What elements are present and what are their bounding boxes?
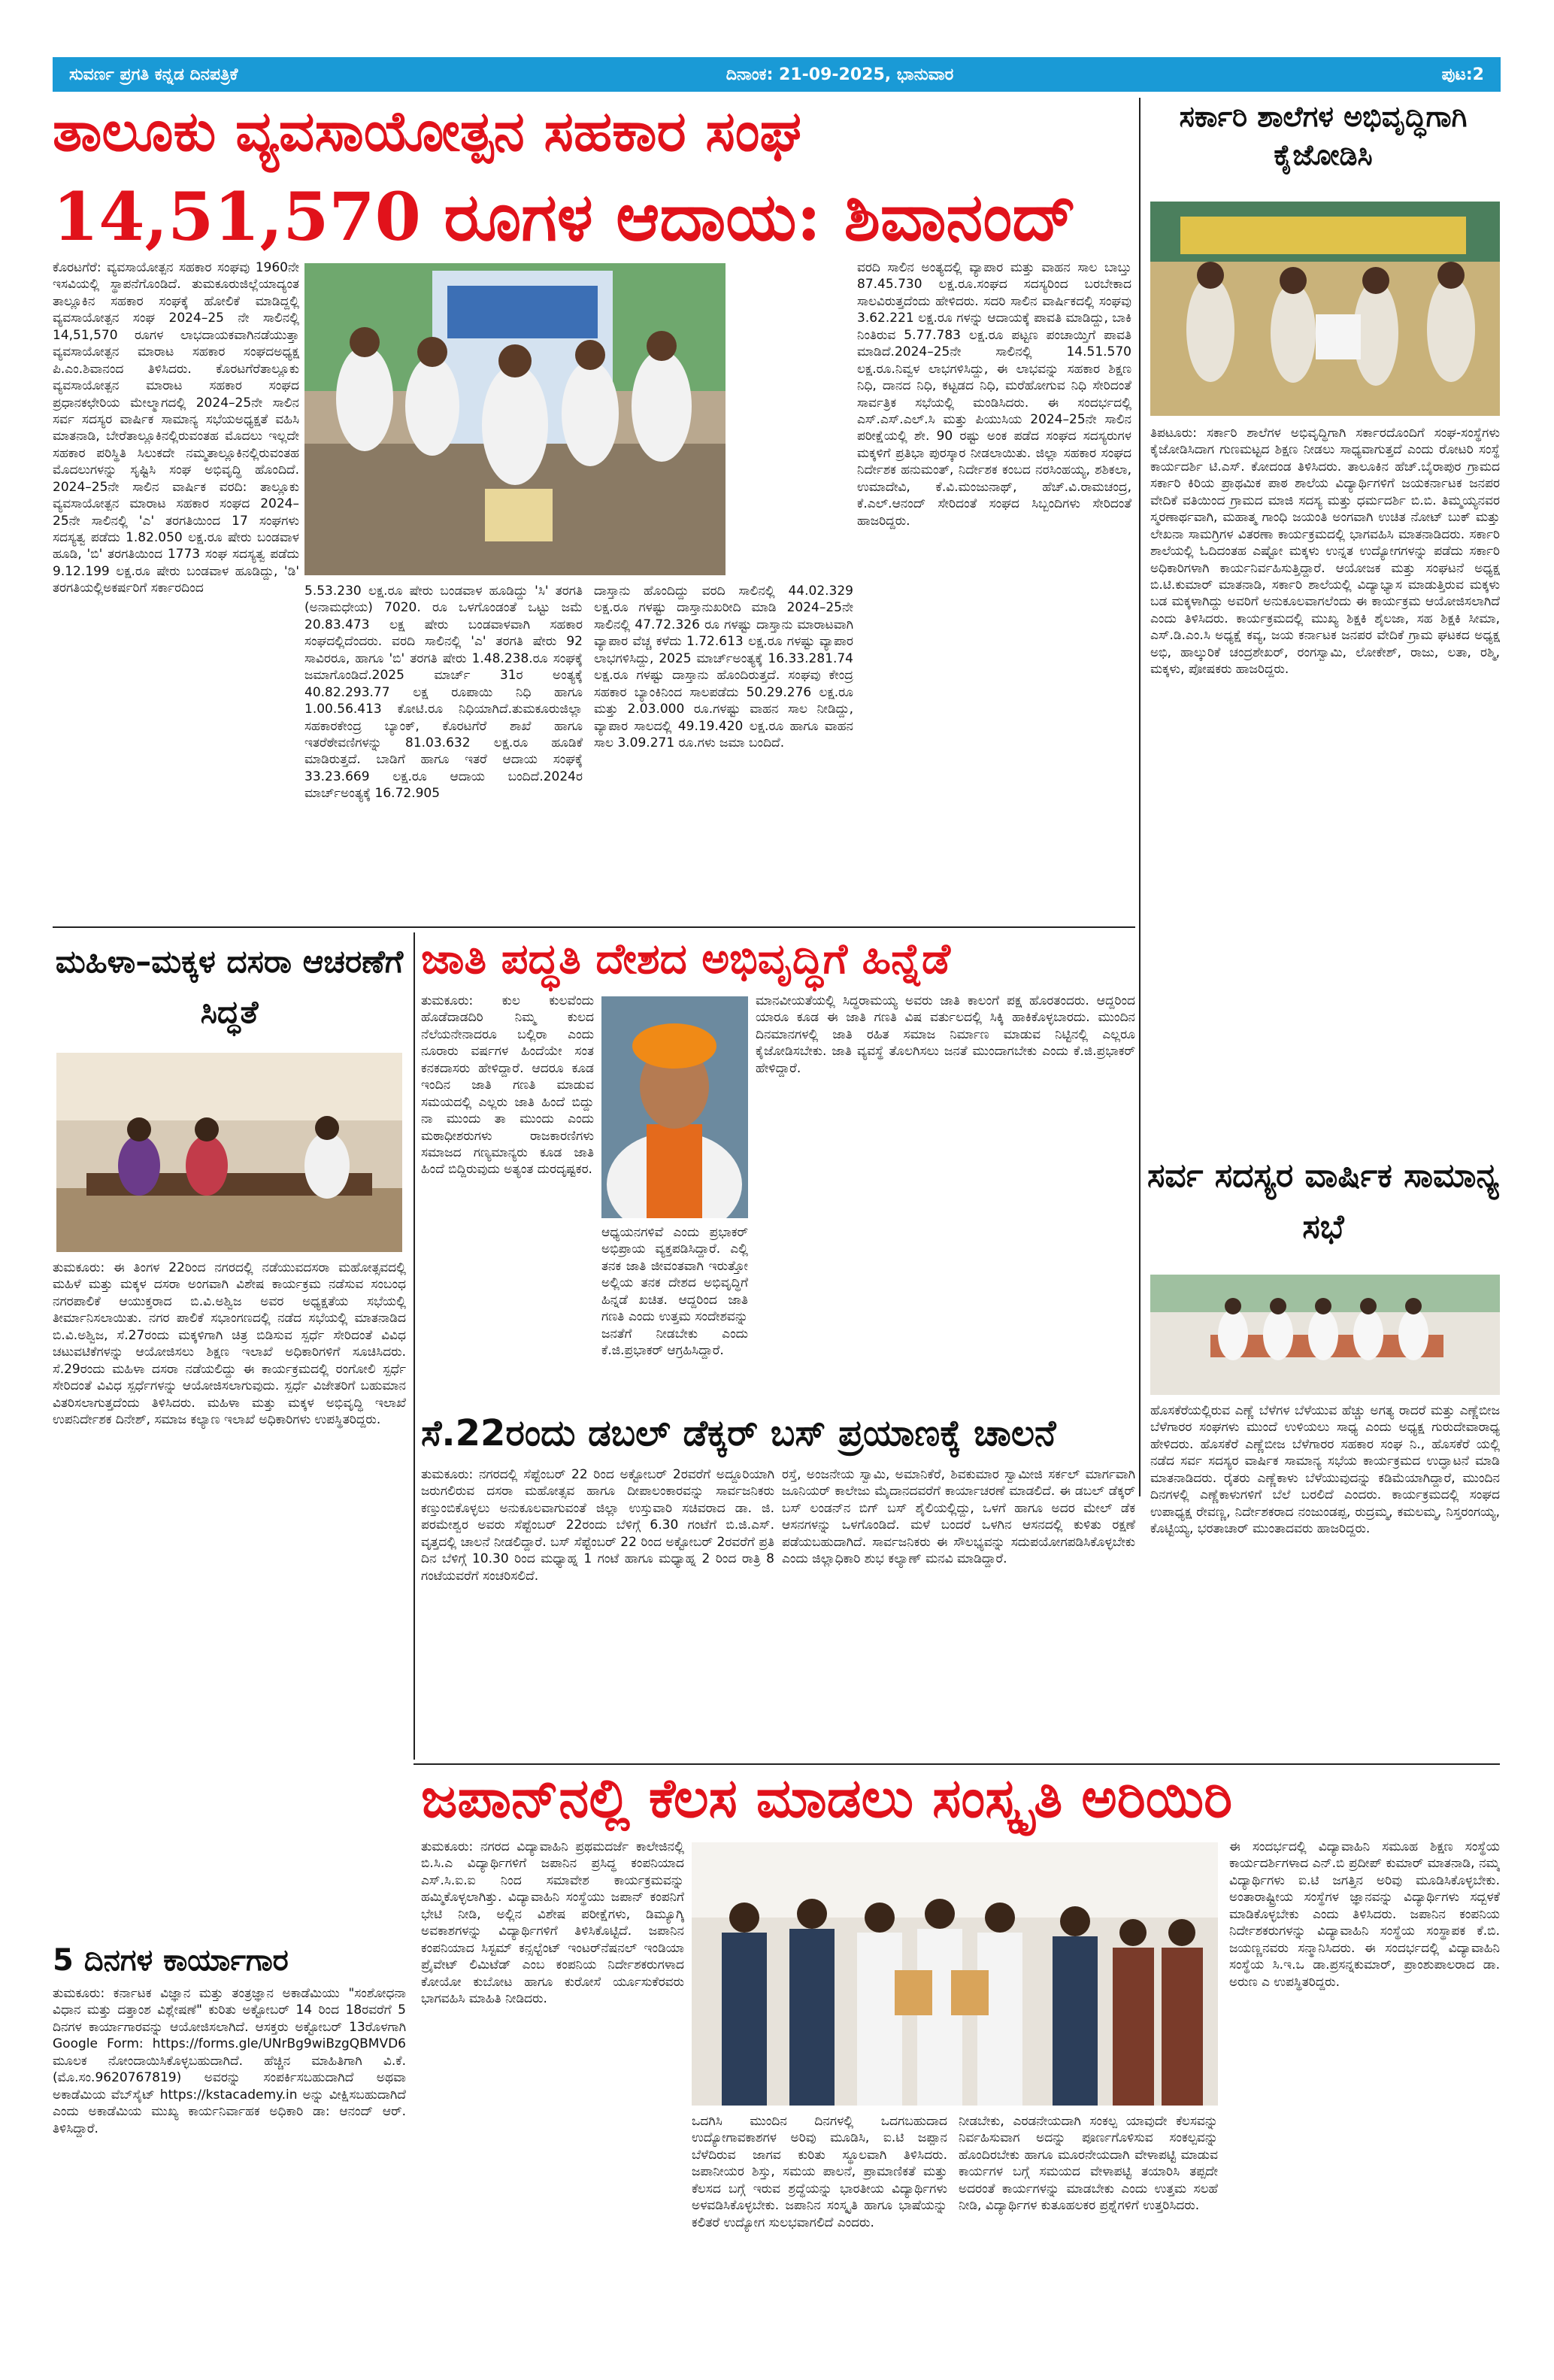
workshop-headline: 5 ದಿನಗಳ ಕಾರ್ಯಾಗಾರ: [53, 1943, 289, 1978]
dasara-body: ತುಮಕೂರು: ಈ ತಿಂಗಳ 22ರಿಂದ ನಗರದಲ್ಲಿ ನಡೆಯುವದಸರಾ ಮಹೋತ್ಸವದಲ್ಲಿ ಮಹಿಳೆ ಮತ್ತು ಮಕ್ಕಳ ದಸರಾ ಅಂಗವಾಗಿ ವಿಶೇಷ ಕಾರ್ಯಕ್ರಮ ನಡೆಸುವ ಸಂಬಂಧ ನಗರಪಾಲಿಕೆ ಆಯುಕ್ತರಾದ ಬಿ.ವಿ.ಅಶ್ವಿಜ ಅವರ ಅಧ್ಯಕ್ಷತೆಯ ಸಭೆಯಲ್ಲಿ ತೀರ್ಮಾನಿಸಲಾಯಿತು. ನಗರ ಪಾಲಿಕೆ ಸಭಾಂಗಣದಲ್ಲಿ ನಡೆದ ಸಭೆಯಲ್ಲಿ ಮಾತನಾಡಿದ ಬಿ.ವಿ.ಅಶ್ವಿಜ, ಸೆ.27ರಂದು ಮಕ್ಕಳಿಗಾಗಿ ಚಿತ್ರ ಬಿಡಿಸುವ ಸ್ಪರ್ಧೆ ಸೇರಿದಂತೆ ವಿವಿಧ ಚಟುವಟಿಕೆಗಳನ್ನು ಆಯೋಜಿಸಲು ಶಿಕ್ಷಣ ಇಲಾಖೆ ಅಧಿಕಾರಿಗಳಿಗೆ ಸೂಚಿಸಿದರು. ಸೆ.29ರಂದು ಮಹಿಳಾ ದಸರಾ ನಡೆಯಲಿದ್ದು ಈ ಕಾರ್ಯಕ್ರಮದಲ್ಲಿ ರಂಗೋಲಿ ಸ್ಪರ್ಧೆ ಸೇರಿದಂತೆ ವಿವಿಧ ಸ್ಪರ್ಧೆಗಳನ್ನು ಆಯೋಜಿಸಲಾಗುವುದು. ಸ್ಪರ್ಧೆ ವಿಜೇತರಿಗೆ ಬಹುಮಾನ ವಿತರಿಸಲಾಗುತ್ತದೆಂದು ತಿಳಿಸಿದರು. ಮಹಿಳಾ ಮತ್ತು ಮಕ್ಕಳ ಅಭಿವೃದ್ಧಿ ಇಲಾಖೆ ಉಪನಿರ್ದೇಶಕ ದಿನೇಶ್, ಸಮಾಜ ಕಲ್ಯಾಣ ಇಲಾಖೆ ಅಧಿಕಾರಿಗಳು ಉಪಸ್ಥಿತರಿದ್ದರು.: [53, 1260, 406, 1427]
japan-column-3: ನೀಡಬೇಕು, ಎರಡನೇಯದಾಗಿ ಸಂಕಲ್ಪ ಯಾವುದೇ ಕೆಲಸವನ್ನು ನಿರ್ವಹಿಸುವಾಗ ಅದನ್ನು ಪೂರ್ಣಗೊಳಿಸುವ ಸಂಕಲ್ಪವನ್ನು ಹೊಂದಿರಬೇಕು ಹಾಗೂ ಮೂರನೇಯದಾಗಿ ವೇಳಾಪಟ್ಟಿ ಮಾಡುವ ಕಾರ್ಯಗಳ ಬಗ್ಗೆ ಸಮಯದ ವೇಳಾಪಟ್ಟಿ ತಯಾರಿಸಿ ತಪ್ಪದೇ ಅದರಂತೆ ಕಾರ್ಯಗಳನ್ನು ಮಾಡಬೇಕು ಎಂದು ಉತ್ತಮ ಸಲಹೆ ನೀಡಿ, ವಿದ್ಯಾರ್ಥಿಗಳ ಕುತೂಹಲಕರ ಪ್ರಶ್ನೆಗಳಿಗೆ ಉತ್ತರಿಸಿದರು.: [959, 2114, 1218, 2214]
school-headline: ಸರ್ಕಾರಿ ಶಾಲೆಗಳ ಅಭಿವೃದ್ಧಿಗಾಗಿ ಕೈಜೋಡಿಸಿ: [1179, 100, 1468, 172]
japan-column-1: ತುಮಕೂರು: ನಗರದ ವಿದ್ಯಾವಾಹಿನಿ ಪ್ರಥಮದರ್ಜೆ ಕಾಲೇಜಿನಲ್ಲಿ ಬಿ.ಸಿ.ಎ ವಿದ್ಯಾರ್ಥಿಗಳಿಗೆ ಜಪಾನಿನ ಪ್ರಸಿದ್ಧ ಕಂಪನಿಯಾದ ಎಸ್.ಸಿ.ಐ.ಐ ನಿಂದ ಸಮಾವೇಶ ಕಾರ್ಯಕ್ರಮವನ್ನು ಹಮ್ಮಿಕೊಳ್ಳಲಾಗಿತ್ತು. ವಿದ್ಯಾವಾಹಿನಿ ಸಂಸ್ಥೆಯು ಜಪಾನ್ ಕಂಪನಿಗೆ ಭೇಟಿ ನೀಡಿ, ಅಲ್ಲಿನ ವಿಶೇಷ ಪರೀಕ್ಷೆಗಳು, ಡಿಮ್ಯೂಗ್ಕಿ ಅವಕಾಶಗಳನ್ನು ವಿದ್ಯಾರ್ಥಿಗಳಿಗೆ ತಿಳಿಸಿಕೊಟ್ಟಿದೆ. ಜಪಾನಿನ ಕಂಪನಿಯಾದ ಸಿಸ್ಟಮ್ ಕನ್ಸಲ್ಟೆಂಟ್ ಇಂಟರ್‌ನೆಷನಲ್ ಇಂಡಿಯಾ ಪ್ರೈವೇಟ್ ಲಿಮಿಟೆಡ್ ಎಂಬ ಕಂಪನಿಯ ನಿರ್ದೇಶಕರುಗಳಾದ ಕೋಯೋ ಕುಬೋಟ ಹಾಗೂ ಕುರೋಸೆ ರ್ಯೂಸುಕೆರವರು ಭಾಗವಹಿಸಿ ಮಾಹಿತಿ ನೀಡಿದರು.: [421, 1839, 684, 2006]
japan-column-2: ಒದಗಿಸಿ ಮುಂದಿನ ದಿನಗಳಲ್ಲಿ ಒದಗಬಹುದಾದ ಉದ್ಯೋಗಾವಕಾಶಗಳ ಅರಿವು ಮೂಡಿಸಿ, ಐ.ಟಿ ಜಪ್ಪಾನ ಬೆಳೆದಿರುವ ಜಾಗವ ಕುರಿತು ಸ್ಥೂಲವಾಗಿ ತಿಳಿಸಿದರು. ಜಪಾನೀಯರ ಶಿಸ್ತು, ಸಮಯ ಪಾಲನೆ, ಪ್ರಾಮಾಣಿಕತೆ ಮತ್ತು ಕೆಲಸದ ಬಗ್ಗೆ ಇರುವ ಶ್ರದ್ಧೆಯನ್ನು ಭಾರತೀಯ ವಿದ್ಯಾರ್ಥಿಗಳು ಅಳವಡಿಸಿಕೊಳ್ಳಬೇಕು. ಜಪಾನಿನ ಸಂಸ್ಕೃತಿ ಹಾಗೂ ಭಾಷೆಯನ್ನು ಕಲಿತರೆ ಉದ್ಯೋಗ ಸುಲಭವಾಗಲಿದೆ ಎಂದರು.: [692, 2114, 947, 2230]
lead-column-1: ಕೊರಟಗೆರೆ: ವ್ಯವಸಾಯೋತ್ಪನ ಸಹಕಾರ ಸಂಘವು 1960ನೇ ಇಸವಿಯಲ್ಲಿ ಸ್ಥಾಪನೆಗೊಂಡಿದೆ. ತುಮಕೂರುಜಿಲ್ಲೆಯಾದ್ಯಂತ ತಾಲ್ಲೂಕಿನ ಸಹಕಾರ ಸಂಘಕ್ಕೆ ಹೋಲಿಕೆ ಮಾಡಿದ್ದಲ್ಲಿ ವ್ಯವಸಾಯೋತ್ಪನ ಸಂಘ 2024–25 ನೇ ಸಾಲಿನಲ್ಲಿ 14,51,570 ರೂಗಳ ಲಾಭದಾಯಕವಾಗಿನಡೆಯುತ್ತಾ ವ್ಯವಸಾಯೋತ್ಪನ ಮಾರಾಟ ಸಹಕಾರ ಸಂಘದಅಧ್ಯಕ್ಷ ಪಿ.ಎಂ.ಶಿವಾನಂದ ತಿಳಿಸಿದರು. ಕೊರಟಗೆರೆತಾಲ್ಲೂಕು ವ್ಯವಸಾಯೋತ್ಪನ ಮಾರಾಟ ಸಹಕಾರ ಸಂಘದ ಪ್ರಧಾನಕಛೇರಿಯ ಮೇಲ್ಮಾಗದಲ್ಲಿ 2024–25ನೇ ಸಾಲಿನ ಸರ್ವ ಸದಸ್ಯರ ವಾರ್ಷಿಕ ಸಾಮಾನ್ಯ ಸಭೆಯಅಧ್ಯಕ್ಷತೆ ವಹಿಸಿ ಮಾತನಾಡಿ, ಬೇರೆತಾಲ್ಲೂಕಿನಲ್ಲಿರುವಂತಹ ಮೊದಲು ಇಲ್ಲದೇ ಸಹಕಾರ ಪರಿಸ್ಥಿತಿ ಸಿಲುಕದೇ ನಮ್ಮತಾಲ್ಲೂಕಿನಲ್ಲಿರುವಂತಹ ಮೊದಲುಗಳನ್ನು ಸೃಷ್ಟಿಸಿ ಸಂಘ ಅಭಿವೃದ್ಧಿ ಹೊಂದಿದೆ. 2024–25ನೇ ಸಾಲಿನ ವಾರ್ಷಿಕ ವರದಿ: ತಾಲ್ಲೂಕು ವ್ಯವಸಾಯೋತ್ಪನ ಮಾರಾಟ ಸಹಕಾರ ಸಂಘದ 2024–25ನೇ ಸಾಲಿನಲ್ಲಿ 'ಎ' ತರಗತಿಯಿಂದ 17 ಸಂಘಗಳು ಸದಸ್ಯತ್ವ ಪಡೆದು 1.82.050 ಲಕ್ಷ.ರೂ ಷೇರು ಬಂಡವಾಳ ಹೂಡಿ, 'ಬಿ' ತರಗತಿಯಿಂದ 1773 ಸಂಘ ಸದಸ್ಯತ್ವ ಪಡೆದು 9.12.199 ಲಕ್ಷ.ರೂ ಷೇರು ಬಂಡವಾಳ ಹೂಡಿದ್ದು, 'ಡಿ' ತರಗತಿಯಲ್ಲಿಅಕರ್ಷರಿಗೆ ಸರ್ಕಾರದಿಂದ: [53, 260, 299, 596]
workshop-body: ತುಮಕೂರು: ಕರ್ನಾಟಕ ವಿಜ್ಞಾನ ಮತ್ತು ತಂತ್ರಜ್ಞಾನ ಅಕಾಡೆಮಿಯು "ಸಂಶೋಧನಾ ವಿಧಾನ ಮತ್ತು ದತ್ತಾಂಶ ವಿಶ್ಲೇಷಣೆ" ಕುರಿತು ಅಕ್ಟೋಬರ್ 14 ರಿಂದ 18ರವರೆಗೆ 5 ದಿನಗಳ ಕಾರ್ಯಾಗಾರವನ್ನು ಆಯೋಜಿಸಲಾಗಿದೆ. ಆಸಕ್ತರು ಅಕ್ಟೋಬರ್ 13ರೊಳಗಾಗಿ Google Form: https://forms.gle/UNrBg9wiBzgQBMVD6 ಮೂಲಕ ನೋಂದಾಯಿಸಿಕೊಳ್ಳಬಹುದಾಗಿದೆ. ಹೆಚ್ಚಿನ ಮಾಹಿತಿಗಾಗಿ ವಿ.ಕೆ.(ಮೊ.ಸಂ.9620767819) ಅವರನ್ನು ಸಂಪರ್ಕಿಸಬಹುದಾಗಿದೆ ಅಥವಾ ಅಕಾಡೆಮಿಯ ವೆಬ್‌ಸೈಟ್ https://kstacademy.in ಅನ್ನು ವೀಕ್ಷಿಸಬಹುದಾಗಿದೆ ಎಂದು ಅಕಾಡೆಮಿಯ ಮುಖ್ಯ ಕಾರ್ಯನಿರ್ವಾಹಕ ಅಧಿಕಾರಿ ಡಾ: ಆನಂದ್ ಆರ್. ತಿಳಿಸಿದ್ದಾರೆ.: [53, 1986, 406, 2136]
section-divider-2: [413, 1763, 1500, 1765]
page-number: ಪುಟ:2: [1441, 65, 1484, 84]
agm-photo: [1150, 1275, 1500, 1395]
bus-column-2: ರಸ್ತೆ, ಅಂಜನೇಯ ಸ್ವಾಮಿ, ಅಮಾನಿಕೆರೆ, ಶಿವಕುಮಾರ ಸ್ವಾಮೀಜಿ ಸರ್ಕಲ್ ಮಾರ್ಗವಾಗಿ ಜೂನಿಯರ್ ಕಾಲೇಜು ಮೈದಾನದವರೆಗೆ ಕಾರ್ಯಾಚರಣೆ ಮಾಡಲಿದೆ. ಈ ಡಬಲ್ ಡೆಕ್ಕರ್ ಬಸ್ ಲಂಡನ್‌ನ ಬಿಗ್ ಬಸ್ ಶೈಲಿಯಲ್ಲಿದ್ದು, ಒಳಗೆ ಹಾಗೂ ಅದರ ಮೇಲ್ ಡೆಕ ಆಸನಗಳನ್ನು ಒಳಗೊಂಡಿದೆ. ಮಳೆ ಬಂದರೆ ಒಳಗಿನ ಆಸನದಲ್ಲಿ ಕುಳಿತು ರಕ್ಷಣೆ ಪಡೆಯಬಹುದಾಗಿದೆ. ಸಾರ್ವಜನಿಕರು ಈ ಸೌಲಭ್ಯವನ್ನು ಸದುಪಯೋಗಪಡಿಸಿಕೊಳ್ಳಬೇಕು ಎಂದು ಜಿಲ್ಲಾಧಿಕಾರಿ ಶುಭ ಕಲ್ಯಾಣ್ ಮನವಿ ಮಾಡಿದ್ದಾರೆ.: [782, 1467, 1135, 1567]
school-photo: [1150, 202, 1500, 416]
agm-body: ಹೊಸಕೆರೆಯಲ್ಲಿರುವ ಎಣ್ಣೆ ಬೆಳೆಗಳ ಬೆಳೆಯುವ ಹೆಚ್ಚು ಅಗತ್ಯ ರಾದರೆ ಮತ್ತು ಎಣ್ಣೆಬೀಜ ಬೆಳೆಗಾರರ ಸಂಘಗಳು ಮುಂದೆ ಉಳಿಯಲು ಸಾಧ್ಯ ಎಂದು ಅಧ್ಯಕ್ಷ ಗುರುದೇವಾರಾಧ್ಯ ಹೇಳಿದರು. ಹೊಸಕೆರೆ ಎಣ್ಣೆಬೀಜ ಬೆಳೆಗಾರರ ಸಹಕಾರ ಸಂಘ ನಿ., ಹೊಸಕೆರೆ ಯಲ್ಲಿ ನಡೆದ ಸರ್ವ ಸದಸ್ಯರ ವಾರ್ಷಿಕ ಸಾಮಾನ್ಯ ಸಭೆಯ ಕಾರ್ಯಕ್ರಮದ ಉದ್ಘಾಟನೆ ಮಾಡಿ ಮಾತನಾಡಿದರು. ರೈತರು ಎಣ್ಣೆಕಾಳು ಬೆಳೆಯುವುದನ್ನು ಕಡಿಮೆಯಾಗಿದ್ದಾರೆ, ಮುಂದಿನ ದಿನಗಳಲ್ಲಿ ಎಣ್ಣೆಕಾಳುಗಳಿಗೆ ಬೆಲೆ ಬರಲಿದೆ ಎಂದರು. ಕಾರ್ಯಕ್ರಮದಲ್ಲಿ ಸಂಘದ ಉಪಾಧ್ಯಕ್ಷ ರೇವಣ್ಣ, ನಿರ್ದೇಶಕರಾದ ನಂಜುಂಡಪ್ಪ, ರುದ್ರಮ್ಮ, ಕಮಲಮ್ಮ, ನಿಸ್ತರಂಗಯ್ಯ, ಕೊಟ್ಟಿಯ್ಯ, ಭರತಾಚಾರ್ ಮುಂತಾದವರು ಹಾಜರಿದ್ದರು.: [1150, 1403, 1500, 1537]
issue-date: ದಿನಾಂಕ: 21-09-2025, ಭಾನುವಾರ: [726, 65, 954, 84]
caste-headline: ಜಾತಿ ಪದ್ಧತಿ ದೇಶದ ಅಭಿವೃದ್ಧಿಗೆ ಹಿನ್ನೆಡೆ: [421, 935, 950, 984]
japan-column-4: ಈ ಸಂದರ್ಭದಲ್ಲಿ ವಿದ್ಯಾವಾಹಿನಿ ಸಮೂಹ ಶಿಕ್ಷಣ ಸಂಸ್ಥೆಯ ಕಾರ್ಯದರ್ಶಿಗಳಾದ ಎನ್.ಬಿ ಪ್ರದೀಪ್ ಕುಮಾರ್ ಮಾತನಾಡಿ, ನಮ್ಮ ವಿದ್ಯಾರ್ಥಿಗಳು ಐ.ಟಿ ಜಗತ್ತಿನ ಅರಿವು ಮೂಡಿಸಿಕೊಳ್ಳಬೇಕು. ಅಂತಾರಾಷ್ಟ್ರೀಯ ಸಂಸ್ಥೆಗಳ ಜ್ಞಾನವನ್ನು ವಿದ್ಯಾರ್ಥಿಗಳು ಸದ್ಬಳಕೆ ಮಾಡಿಕೊಳ್ಳಬೇಕು ಎಂದು ತಿಳಿಸಿದರು. ಜಪಾನಿನ ಕಂಪನಿಯ ನಿರ್ದೇಶಕರುಗಳನ್ನು ವಿದ್ಯಾವಾಹಿನಿ ಸಂಸ್ಥೆಯ ಸಂಸ್ಥಾಪಕ ಕೆ.ಬಿ. ಜಯಣ್ಣನವರು ಸನ್ಮಾನಿಸಿದರು. ಈ ಸಂದರ್ಭದಲ್ಲಿ ವಿದ್ಯಾವಾಹಿನಿ ಸಂಸ್ಥೆಯ ಸಿ.ಇ.ಒ ಡಾ.ಪ್ರಸನ್ನಕುಮಾರ್, ಪ್ರಾಂಶುಪಾಲರಾದ ಡಾ. ಅರುಣ ಎ ಉಪಸ್ಥಿತರಿದ್ದರು.: [1229, 1839, 1500, 1990]
caste-photo: [601, 996, 748, 1218]
bus-headline: ಸೆ.22ರಂದು ಡಬಲ್ ಡೆಕ್ಕರ್ ಬಸ್ ಪ್ರಯಾಣಕ್ಕೆ ಚಾಲನೆ: [421, 1412, 1056, 1454]
lead-column-4: ವರದಿ ಸಾಲಿನ ಅಂತ್ಯದಲ್ಲಿ ವ್ಯಾಪಾರ ಮತ್ತು ವಾಹನ ಸಾಲ ಬಾಬ್ತು 87.45.730 ಲಕ್ಷ.ರೂ.ಸಂಘದ ಸದಸ್ಯರಿಂದ ಬರಬೇಕಾದ ಸಾಲವಿರುತ್ತದೆಂದು ಹೇಳಿದರು. ಸದರಿ ಸಾಲಿನ ವಾರ್ಷಿಕದಲ್ಲಿ ಸಂಘವು 3.62.221 ಲಕ್ಷ.ರೂ ಗಳನ್ನು ಆದಾಯಕ್ಕೆ ಪಾವತಿ ಮಾಡಿದ್ದು, ಬಾಕಿ ನಿಂತಿರುವ 5.77.783 ಲಕ್ಷ.ರೂ ಪಟ್ಟಣ ಪಂಚಾಯ್ತಿಗೆ ಪಾವತಿ ಮಾಡಿದೆ.2024–25ನೇ ಸಾಲಿನಲ್ಲಿ 14.51.570 ಲಕ್ಷ.ರೂ.ನಿವ್ವಳ ಲಾಭಗಳಿಸಿದ್ದು, ಈ ಲಾಭವನ್ನು ಸಹಕಾರ ಶಿಕ್ಷಣ ನಿಧಿ, ದಾನದ ನಿಧಿ, ಕಟ್ಟಡದ ನಿಧಿ, ಮರೆಹೋಗುವ ನಿಧಿ ಸೇರಿದಂತೆ ಸಾರ್ವತ್ರಿಕ ಸಭೆಯಲ್ಲಿ ಮಂಡಿಸಿದರು. ಈ ಸಂದರ್ಭದಲ್ಲಿ ಎಸ್.ಎಸ್.ಎಲ್.ಸಿ ಮತ್ತು ಪಿಯುಸಿಯ 2024–25ನೇ ಸಾಲಿನ ಪರೀಕ್ಷೆಯಲ್ಲಿ ಶೇ. 90 ರಷ್ಟು ಅಂಕ ಪಡೆದ ಸಂಘದ ಸದಸ್ಯರುಗಳ ಮಕ್ಕಳಿಗೆ ಪ್ರತಿಭಾ ಪುರಸ್ಕಾರ ನೀಡಲಾಯಿತು. ಜಿಲ್ಲಾ ಸಹಕಾರ ಸಂಘದ ನಿರ್ದೇಶಕ ಹನುಮಂತ್, ನಿರ್ದೇಶಕ ಕಂಬದ ನರಸಿಂಹಯ್ಯ, ಶಶಿಕಲಾ, ಉಮಾದೇವಿ, ಕೆ.ವಿ.ಮಂಜುನಾಥ್, ಹೆಚ್.ವಿ.ರಾಮಚಂದ್ರ, ಕೆ.ಎಲ್.ಆನಂದ್ ಸೇರಿದಂತೆ ಸಂಘದ ಸಿಬ್ಬಂದಿಗಳು ಸೇರಿದಂತೆ ಹಾಜರಿದ್ದರು.: [857, 260, 1131, 529]
lead-headline-line2: 14,51,570 ರೂಗಳ ಆದಾಯ: ಶಿವಾನಂದ್: [53, 177, 1077, 256]
caste-column-1: ತುಮಕೂರು: ಕುಲ ಕುಲವೆಂದು ಹೊಡೆದಾಡದಿರಿ ನಿಮ್ಮ ಕುಲದ ನೆಲೆಯನೇನಾದರೂ ಬಲ್ಲಿರಾ ಎಂದು ನೂರಾರು ವರ್ಷಗಳ ಹಿಂದೆಯೇ ಸಂತ ಕನಕದಾಸರು ಹೇಳಿದ್ದಾರೆ. ಆದರೂ ಕೂಡ ಇಂದಿನ ಜಾತಿ ಗಣತಿ ಮಾಡುವ ಸಮಯದಲ್ಲಿ ಎಲ್ಲರು ಜಾತಿ ಹಿಂದೆ ಬಿದ್ದು ನಾ ಮುಂದು ತಾ ಮುಂದು ಎಂದು ಮಠಾಧೀಶರುಗಳು ರಾಜಕಾರಣಿಗಳು ಸಮಾಜದ ಗಣ್ಯಮಾನ್ಯರು ಕೂಡ ಜಾತಿ ಹಿಂದೆ ಬಿದ್ದಿರುವುದು ಅತ್ಯಂತ ದುರದೃಷ್ಟಕರ.: [421, 993, 594, 1178]
caste-column-3: ಮಾನವೀಯತೆಯಲ್ಲಿ ಸಿದ್ಧರಾಮಯ್ಯ ಅವರು ಜಾತಿ ಕಾಲಂಗೆ ಪಕ್ಷ ಹೊರತಂದರು. ಆದ್ದರಿಂದ ಯಾರೂ ಕೂಡ ಈ ಜಾತಿ ಗಣತಿ ವಿಷ ವರ್ತುಲದಲ್ಲಿ ಸಿಕ್ಕಿ ಹಾಕಿಕೊಳ್ಳಬಾರದು. ಮುಂದಿನ ದಿನಮಾನಗಳಲ್ಲಿ ಜಾತಿ ರಹಿತ ಸಮಾಜ ನಿರ್ಮಾಣ ಮಾಡುವ ನಿಟ್ಟಿನಲ್ಲಿ ಎಲ್ಲರೂ ಕೈಜೋಡಿಸಬೇಕು. ಜಾತಿ ವ್ಯವಸ್ಥೆ ತೊಲಗಿಸಲು ಜನತೆ ಮುಂದಾಗಬೇಕು ಎಂದು ಕೆ.ಜಿ.ಪ್ರಭಾಕರ್ ಹೇಳಿದ್ದಾರೆ.: [756, 993, 1135, 1076]
lead-column-2: 5.53.230 ಲಕ್ಷ.ರೂ ಷೇರು ಬಂಡವಾಳ ಹೂಡಿದ್ದು 'ಸಿ' ತರಗತಿ (ಅನಾಮಧೇಯ) 7020. ರೂ ಒಳಗೊಂಡಂತೆ ಒಟ್ಟು ಜಮೆ 20.83.473 ಲಕ್ಷ ಷೇರು ಬಂಡವಾಳವಾಗಿ ಸಹಕಾರ ಸಂಘದಲ್ಲಿದೆಂದರು. ವರದಿ ಸಾಲಿನಲ್ಲಿ 'ಎ' ತರಗತಿ ಷೇರು 92 ಸಾವಿರರೂ, ಹಾಗೂ 'ಬಿ' ತರಗತಿ ಷೇರು 1.48.238.ರೂ ಸಂಘಕ್ಕೆ ಜಮಾಗೊಂಡಿದೆ.2025 ಮಾರ್ಚ್ 31ರ ಅಂತ್ಯಕ್ಕೆ 40.82.293.77 ಲಕ್ಷ ರೂಪಾಯಿ ನಿಧಿ ಹಾಗೂ 1.00.56.413 ಕೋಟಿ.ರೂ ನಿಧಿಯಾಗಿದೆ.ತುಮಕೂರುಜಿಲ್ಲಾ ಸಹಕಾರಕೇಂದ್ರ ಬ್ಯಾಂಕ್, ಕೊರಟಗೆರೆ ಶಾಖೆ ಹಾಗೂ ಇತರೆಠೇವಣಿಗಳನ್ನು 81.03.632 ಲಕ್ಷ.ರೂ ಹೂಡಿಕೆ ಮಾಡಿರುತ್ತದೆ. ಬಾಡಿಗೆ ಹಾಗೂ ಇತರೆ ಆದಾಯ ಸಂಘಕ್ಕೆ 33.23.669 ಲಕ್ಷ.ರೂ ಆದಾಯ ಬಂದಿದೆ.2024ರ ಮಾರ್ಚ್ಅಂತ್ಯಕ್ಕೆ 16.72.905: [304, 584, 583, 802]
caste-column-2: ಆಧ್ಯಯನಗಳಿವೆ ಎಂದು ಪ್ರಭಾಕರ್ ಅಭಿಪ್ರಾಯ ವ್ಯಕ್ತಪಡಿಸಿದ್ದಾರೆ. ಎಲ್ಲಿ ತನಕ ಜಾತಿ ಜೀವಂತವಾಗಿ ಇರುತ್ತೋ ಅಲ್ಲಿಯ ತನಕ ದೇಶದ ಅಭಿವೃದ್ಧಿಗೆ ಹಿನ್ನಡೆ ಖಚಿತ. ಆದ್ದರಿಂದ ಜಾತಿ ಗಣತಿ ಎಂದು ಉತ್ತಮ ಸಂದೇಶವನ್ನು ಜನತೆಗೆ ನೀಡಬೇಕು ಎಂದು ಕೆ.ಜಿ.ಪ್ರಭಾಕರ್ ಆಗ್ರಹಿಸಿದ್ದಾರೆ.: [601, 1225, 748, 1359]
column-divider: [1139, 98, 1141, 1496]
lead-headline-line1: ತಾಲೂಕು ವ್ಯವಸಾಯೋತ್ಪನ ಸಹಕಾರ ಸಂಘ: [53, 99, 802, 164]
lead-photo: [304, 263, 726, 575]
masthead-bar: [53, 57, 1501, 92]
japan-photo: [692, 1842, 1218, 2106]
dasara-headline: ಮಹಿಳಾ–ಮಕ್ಕಳ ದಸರಾ ಆಚರಣೆಗೆ ಸಿದ್ಧತೆ: [55, 943, 404, 1031]
column-divider-2: [413, 932, 415, 1760]
section-divider: [53, 926, 1135, 928]
paper-name: ಸುವರ್ಣ ಪ್ರಗತಿ ಕನ್ನಡ ದಿನಪತ್ರಿಕೆ: [69, 65, 238, 84]
agm-headline: ಸರ್ವ ಸದಸ್ಯರ ವಾರ್ಷಿಕ ಸಾಮಾನ್ಯ ಸಭೆ: [1147, 1157, 1499, 1247]
lead-column-3: ದಾಸ್ತಾನು ಹೊಂದಿದ್ದು ವರದಿ ಸಾಲಿನಲ್ಲಿ 44.02.329 ಲಕ್ಷ.ರೂ ಗಳಷ್ಟು ದಾಸ್ತಾನುಖರೀದಿ ಮಾಡಿ 2024–25ನೇ ಸಾಲಿನಲ್ಲಿ 47.72.326 ರೂ ಗಳಷ್ಟು ದಾಸ್ತಾನು ಮಾರಾಟವಾಗಿ ವ್ಯಾಪಾರ ವೆಚ್ಚ ಕಳೆದು 1.72.613 ಲಕ್ಷ.ರೂ ಗಳಷ್ಟು ವ್ಯಾಪಾರ ಲಾಭಗಳಿಸಿದ್ದು, 2025 ಮಾರ್ಚ್ಅಂತ್ಯಕ್ಕೆ 16.33.281.74 ಲಕ್ಷ.ರೂ ಗಳಷ್ಟು ದಾಸ್ತಾನು ಹೊಂದಿರುತ್ತದೆ. ಸಂಘವು ಕೇಂದ್ರ ಸಹಕಾರ ಬ್ಯಾಂಕಿನಿಂದ ಸಾಲಪಡೆದು 50.29.276 ಲಕ್ಷ.ರೂ ಮತ್ತು 2.03.000 ರೂ.ಗಳಷ್ಟು ವಾಹನ ಸಾಲ ನೀಡಿದ್ದು, ವ್ಯಾಪಾರ ಸಾಲದಲ್ಲಿ 49.19.420 ಲಕ್ಷ.ರೂ ಹಾಗೂ ವಾಹನ ಸಾಲ 3.09.271 ರೂ.ಗಳು ಜಮಾ ಬಂದಿದೆ.: [594, 584, 853, 750]
dasara-photo: [56, 1053, 402, 1252]
bus-column-1: ತುಮಕೂರು: ನಗರದಲ್ಲಿ ಸೆಪ್ಟೆಂಬರ್ 22 ರಿಂದ ಅಕ್ಟೋಬರ್ 2ರವರೆಗೆ ಅದ್ದೂರಿಯಾಗಿ ಜರುಗಲಿರುವ ದಸರಾ ಮಹೋತ್ಸವ ಹಾಗೂ ದೀಪಾಲಂಕಾರವನ್ನು ಸಾರ್ವಜನಿಕರು ಕಣ್ತುಂಬಿಕೊಳ್ಳಲು ಅನುಕೂಲವಾಗುವಂತೆ ಜಿಲ್ಲಾ ಉಸ್ತುವಾರಿ ಸಚಿವರಾದ ಡಾ. ಜಿ. ಪರಮೇಶ್ವರ ಅವರು ಸೆಪ್ಟೆಂಬರ್ 22ರಂದು ಬೆಳಿಗ್ಗೆ 6.30 ಗಂಟೆಗೆ ಬಿ.ಜಿ.ಎಸ್. ವೃತ್ತದಲ್ಲಿ ಚಾಲನೆ ನೀಡಲಿದ್ದಾರೆ. ಬಸ್ ಸೆಪ್ಟೆಂಬರ್ 22 ರಿಂದ ಅಕ್ಟೋಬರ್ 2ರವರೆಗೆ ಪ್ರತಿ ದಿನ ಬೆಳಿಗ್ಗೆ 10.30 ರಿಂದ ಮಧ್ಯಾಹ್ನ 1 ಗಂಟೆ ಹಾಗೂ ಮಧ್ಯಾಹ್ನ 2 ರಿಂದ ರಾತ್ರಿ 8 ಗಂಟೆಯವರೆಗೆ ಸಂಚರಿಸಲಿದೆ.: [421, 1467, 774, 1584]
japan-headline: ಜಪಾನ್‌ನಲ್ಲಿ ಕೆಲಸ ಮಾಡಲು ಸಂಸ್ಕೃತಿ ಅರಿಯಿರಿ: [421, 1766, 1233, 1830]
school-body: ತಿಪಟೂರು: ಸರ್ಕಾರಿ ಶಾಲೆಗಳ ಅಭಿವೃದ್ಧಿಗಾಗಿ ಸರ್ಕಾರದೊಂದಿಗೆ ಸಂಘ-ಸಂಸ್ಥೆಗಳು ಕೈಜೋಡಿಸಿದಾಗ ಗುಣಮಟ್ಟದ ಶಿಕ್ಷಣ ನೀಡಲು ಸಾಧ್ಯವಾಗುತ್ತದೆ ಎಂದು ರೋಟರಿ ಸಂಸ್ಥೆ ಕಾರ್ಯದರ್ಶಿ ಟಿ.ಎಸ್. ಕೋದಂಡ ತಿಳಿಸಿದರು. ತಾಲೂಕಿನ ಹೆಚ್.ಬೈರಾಪುರ ಗ್ರಾಮದ ಸರ್ಕಾರಿ ಕಿರಿಯ ಪ್ರಾಥಮಿಕ ಪಾಠ ಶಾಲೆಯ ವಿದ್ಯಾರ್ಥಿಗಳಿಗೆ ಜಯಕರ್ನಾಟಕ ಜನಪರ ವೇದಿಕೆ ವತಿಯಿಂದ ಗ್ರಾಮದ ಮಾಜಿ ಸದಸ್ಯ ಮತ್ತು ಧರ್ಮದರ್ಶಿ ಬಿ.ಬಿ. ತಿಮ್ಮಯ್ಯನವರ ಸ್ಮರಣಾರ್ಥವಾಗಿ, ಮಹಾತ್ಮ ಗಾಂಧಿ ಜಯಂತಿ ಅಂಗವಾಗಿ ಉಚಿತ ನೋಟ್ ಬುಕ್ ಮತ್ತು ಲೇಖನಾ ಸಾಮಗ್ರಿಗಳ ವಿತರಣಾ ಕಾರ್ಯಕ್ರಮದಲ್ಲಿ ಭಾಗವಹಿಸಿ ಮಾತನಾಡಿದರು. ಸರ್ಕಾರಿ ಶಾಲೆಯಲ್ಲಿ ಓದಿದಂತಹ ಎಷ್ಟೋ ಮಕ್ಕಳು ಉನ್ನತ ಉದ್ಯೋಗಗಳನ್ನು ಪಡೆದು ಸರ್ಕಾರಿ ಅಧಿಕಾರಿಗಳಾಗಿ ಕಾರ್ಯನಿರ್ವಹಿಸುತ್ತಿದ್ದಾರೆ. ಆಯೋಜಕ ಮತ್ತು ಸಂಘಟನೆ ಅಧ್ಯಕ್ಷ ಬಿ.ಟಿ.ಕುಮಾರ್ ಮಾತನಾಡಿ, ಸರ್ಕಾರಿ ಶಾಲೆಯಲ್ಲಿ ವಿದ್ಯಾಭ್ಯಾಸ ಮಾಡುತ್ತಿರುವ ಮಕ್ಕಳು ಬಡ ಮಕ್ಕಳಾಗಿದ್ದು ಅವರಿಗೆ ಅನುಕೂಲವಾಗಲೆಂದು ಈ ಕಾರ್ಯಕ್ರಮ ಆಯೋಜಿಸಲಾಗಿದೆ ಎಂದು ತಿಳಿಸಿದರು. ಕಾರ್ಯಕ್ರಮದಲ್ಲಿ ಮುಖ್ಯ ಶಿಕ್ಷಕಿ ಶೈಲಜಾ, ಸಹ ಶಿಕ್ಷಕಿ ಸೀಮಾ, ಎಸ್.ಡಿ.ಎಂ.ಸಿ ಅಧ್ಯಕ್ಷೆ ಕವ್ಯ, ಜಯ ಕರ್ನಾಟಕ ಜನಪರ ವೇದಿಕೆ ಗ್ರಾಮ ಘಟಕದ ಅಧ್ಯಕ್ಷ ಅಭಿ, ಹಾಲ್ಕುರಿಕೆ ಚಂದ್ರಶೇಖರ್, ರಂಗಸ್ವಾಮಿ, ಲೋಕೇಶ್, ರಾಜು, ಲತಾ, ರಶ್ಮಿ, ಮಕ್ಕಳು, ಪೋಷಕರು ಹಾಜರಿದ್ದರು.: [1150, 426, 1500, 678]
